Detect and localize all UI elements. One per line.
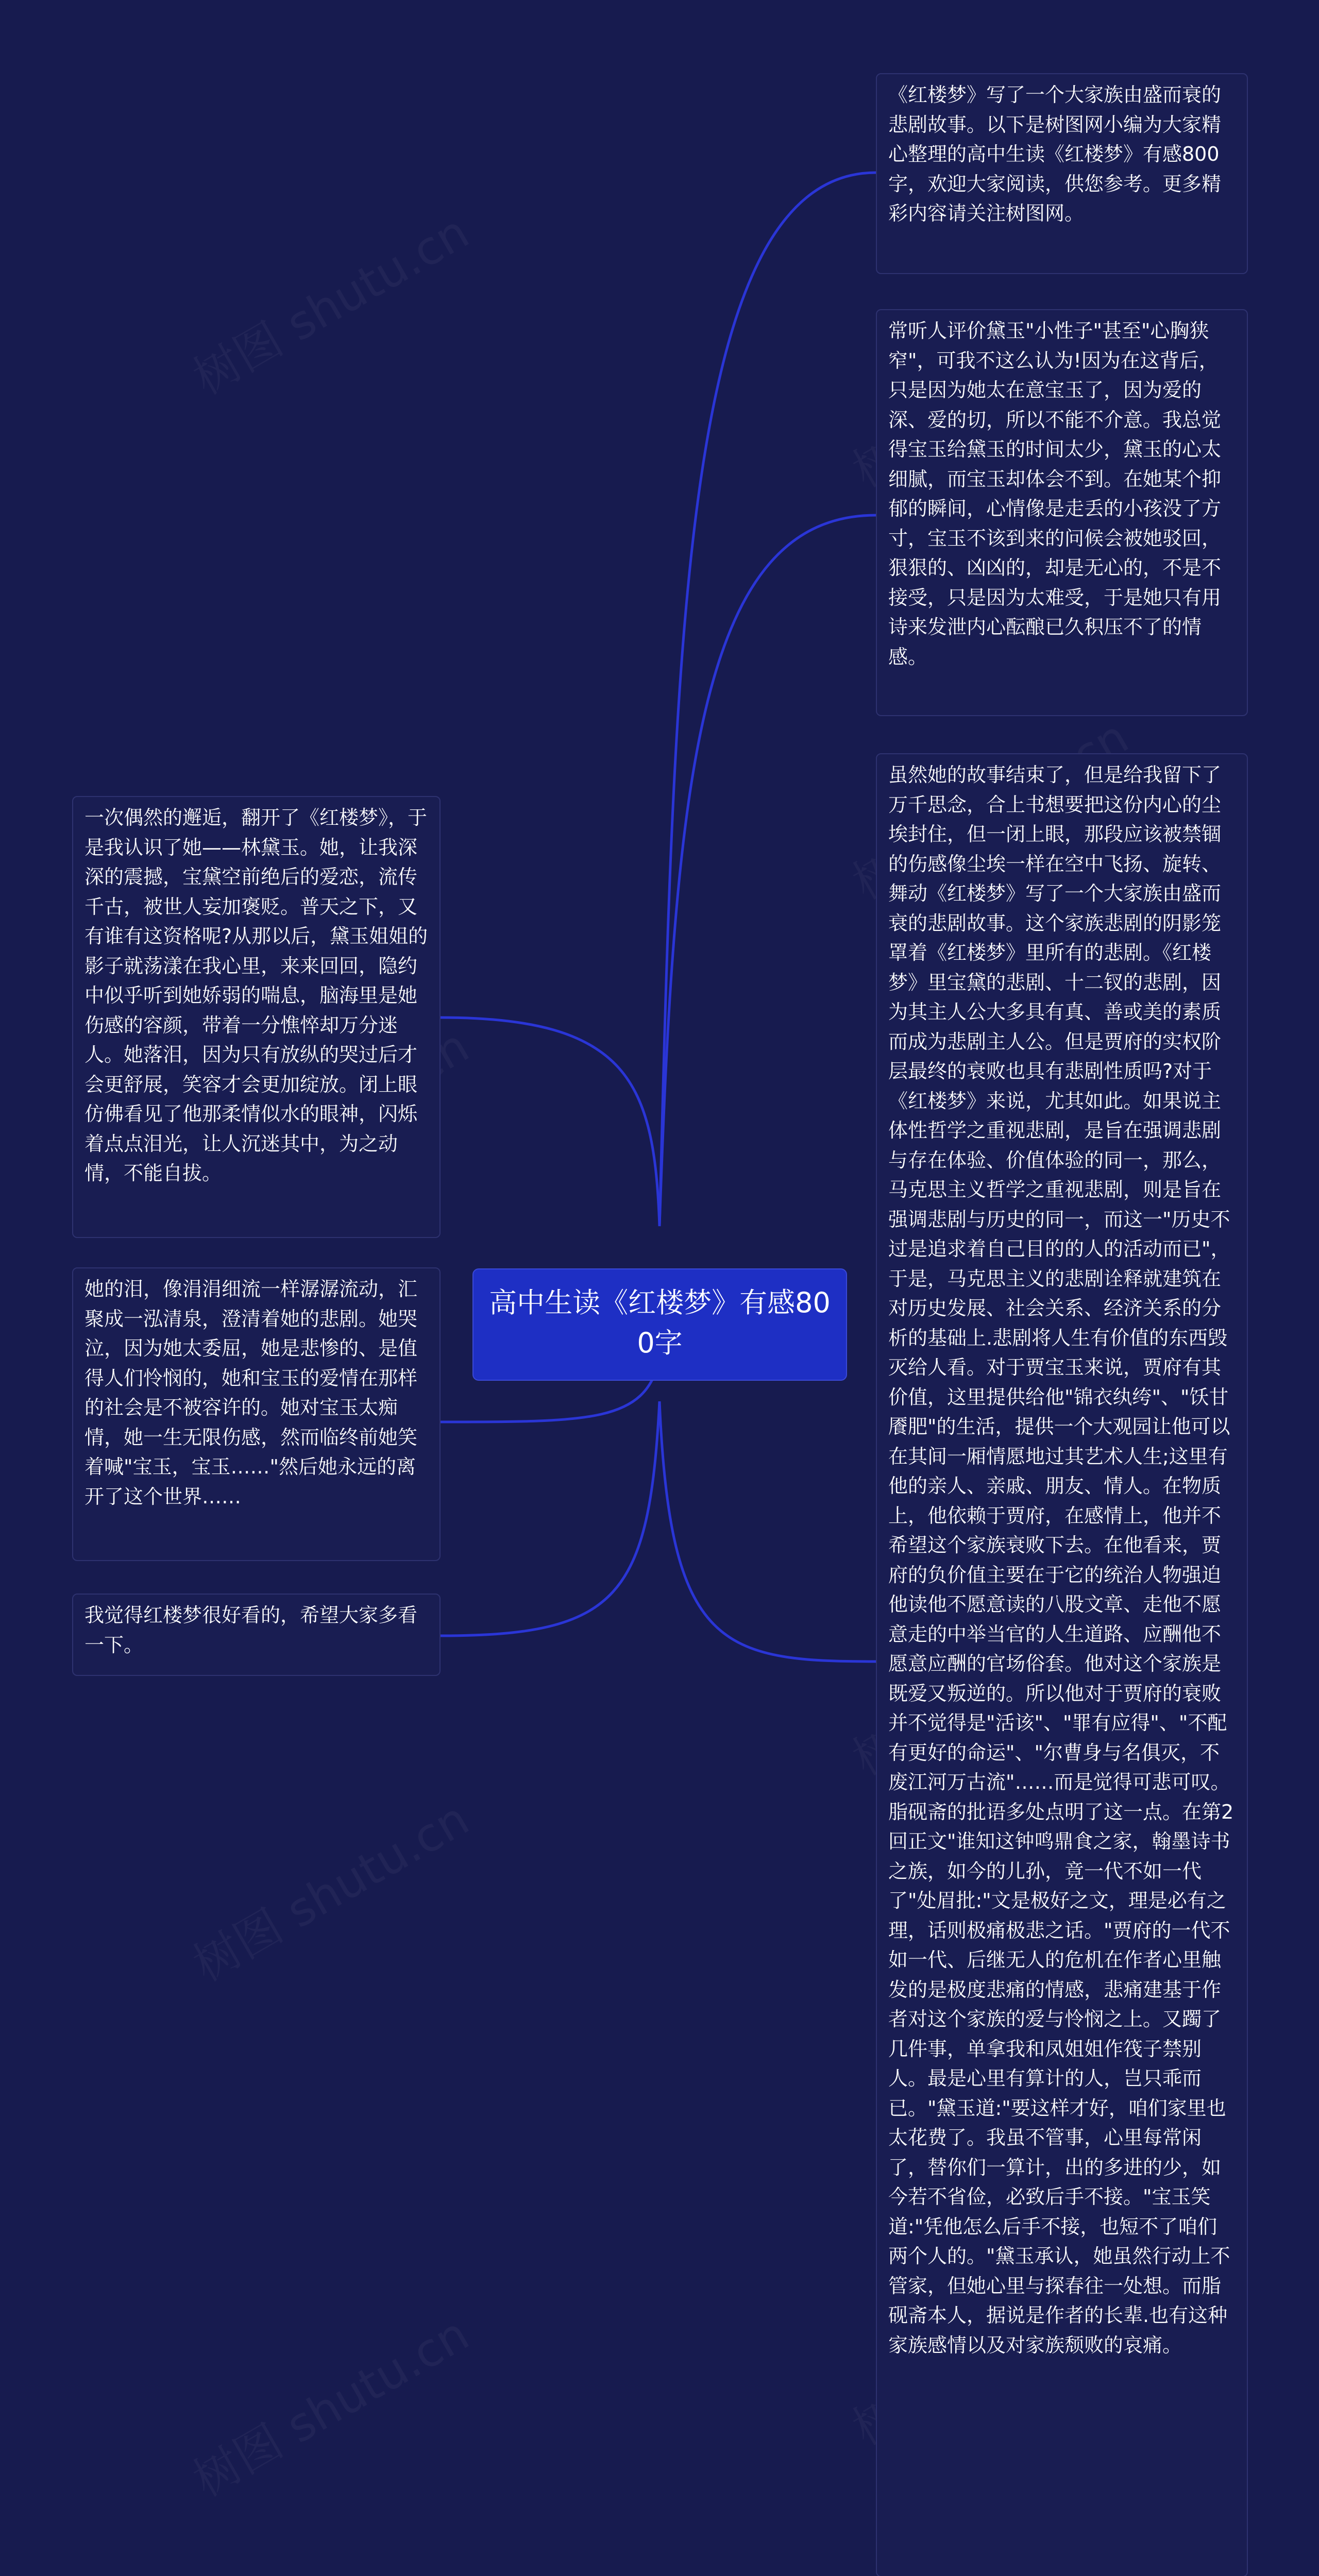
topic-node-text: 《红楼梦》写了一个大家族由盛而衰的悲剧故事。以下是树图网小编为大家精心整理的高中生读《红楼梦》有感800字，欢迎大家阅读，供您参考。更多精彩内容请关注树图网。 [888,83,1222,225]
topic-node-text: 常听人评价黛玉"小性子"甚至"心胸狭窄"，可我不这么认为!因为在这背后，只是因为她太在意宝玉了，因为爱的深、爱的切，所以不能不介意。我总觉得宝玉给黛玉的时间太少，黛玉的心太细腻，而宝玉却体会不到。在她某个抑郁的瞬间，心情像是走丢的小孩没了方寸，宝玉不该到来的问候会被她驳回，狠狠的、凶凶的，却是无心的，不是不接受，只是因为太难受，于是她只有用诗来发泄内心酝酿已久积压不了的情感。 [888,319,1222,668]
topic-node-family-tragedy[interactable] [876,753,1248,2576]
topic-node-encounter[interactable] [72,796,441,1238]
central-topic-label: 高中生读《红楼梦》有感800字 [489,1286,831,1359]
central-topic[interactable] [472,1268,847,1381]
connector-left-1 [441,1018,660,1226]
topic-node-tears[interactable] [72,1267,441,1561]
connector-right-3 [660,1401,876,1662]
connector-right-1 [660,173,876,1226]
topic-node-text: 一次偶然的邂逅，翻开了《红楼梦》，于是我认识了她——林黛玉。她，让我深深的震撼，宝黛空前绝后的爱恋，流传千古，被世人妄加褒贬。普天之下，又有谁有这资格呢?从那以后，黛玉姐姐的影子就荡漾在我心里，来来回回，隐约中似乎听到她娇弱的喘息，脑海里是她伤感的容颜，带着一分憔悴却万分迷人。她落泪，因为只有放纵的哭过后才会更舒展，笑容才会更加绽放。闭上眼仿佛看见了他那柔情似水的眼神，闪烁着点点泪光，让人沉迷其中，为之动情，不能自拔。 [84,806,428,1184]
topic-node-daiyu-temper[interactable] [876,309,1248,716]
topic-node-recommend[interactable] [72,1594,441,1676]
topic-node-text: 虽然她的故事结束了，但是给我留下了万千思念，合上书想要把这份内心的尘埃封住，但一闭上眼，那段应该被禁锢的伤感像尘埃一样在空中飞扬、旋转、舞动《红楼梦》写了一个大家族由盛而衰的悲剧故事。这个家族悲剧的阴影笼罩着《红楼梦》里所有的悲剧。《红楼梦》里宝黛的悲剧、十二钗的悲剧，因为其主人公大多具有真、善或美的素质而成为悲剧主人公。但是贾府的实权阶层最终的衰败也具有悲剧性质吗?对于《红楼梦》来说，尤其如此。如果说主体性哲学之重视悲剧，是旨在强调悲剧与存在体验、价值体验的同一，那么，马克思主义哲学之重视悲剧，则是旨在强调悲剧与历史的同一，而这一"历史不过是追求着自己目的的人的活动而已"，于是，马克思主义的悲剧诠释就建筑在对历史发展、社会关系、经济关系的分析的基础上.悲剧将人生有价值的东西毁灭给人看。对于贾宝玉来说，贾府有其价值，这里提供给他"锦衣纨绔"、"饫甘餍肥"的生活，提供一个大观园让他可以在其间一厢情愿地过其艺术人生;这里有他的亲人、亲戚、朋友、情人。在物质上，他依赖于贾府，在感情上，他并不希望这个家族衰败下去。在他看来，贾府的负价值主要在于它的统治人物强迫他读他不愿意读的八股文章、走他不愿意走的中举当官的人生道路、应酬他不愿意应酬的官场俗套。他对这个家族是既爱又叛逆的。所以他对于贾府的衰败并不觉得是"活该"、"罪有应得"、"不配有更好的命运"、"尔曹身与名俱灭，不废江河万古流"……而是觉得可悲可叹。脂砚斋的批语多处点明了这一点。在第2回正文"谁知这钟鸣鼎食之家，翰墨诗书之族，如今的儿孙，竟一代不如一代了"处眉批:"文是极好之文，理是必有之理，话则极痛极悲之话。"贾府的一代不如一代、后继无人的危机在作者心里触发的是极度悲痛的情感，悲痛建基于作者对这个家族的爱与怜悯之上。又躅了几件事，单拿我和凤姐姐作筏子禁别人。最是心里有算计的人，岂只乖而已。"黛玉道:"要这样才好，咱们家里也太花费了。我虽不管事，心里每常闲了，替你们一算计，出的多进的少，如今若不省俭，必致后手不接。"宝玉笑道:"凭他怎么后手不接，也短不了咱们两个人的。"黛玉承认，她虽然行动上不管家，但她心里与探春往一处想。而脂砚斋本人，据说是作者的长辈.也有这种家族感情以及对家族颓败的哀痛。 [888,764,1234,2357]
connector-right-2 [660,515,876,1226]
topic-node-text: 她的泪，像涓涓细流一样潺潺流动，汇聚成一泓清泉，澄清着她的悲剧。她哭泣，因为她太委屈，她是悲惨的、是值得人们怜悯的，她和宝玉的爱情在那样的社会是不被容许的。她对宝玉太痴情，她一生无限伤感，然而临终前她笑着喊"宝玉，宝玉……"然后她永远的离开了这个世界…… [84,1278,418,1508]
connector-left-3 [441,1401,660,1636]
topic-node-text: 我觉得红楼梦很好看的，希望大家多看一下。 [84,1604,418,1656]
topic-node-intro[interactable] [876,73,1248,274]
